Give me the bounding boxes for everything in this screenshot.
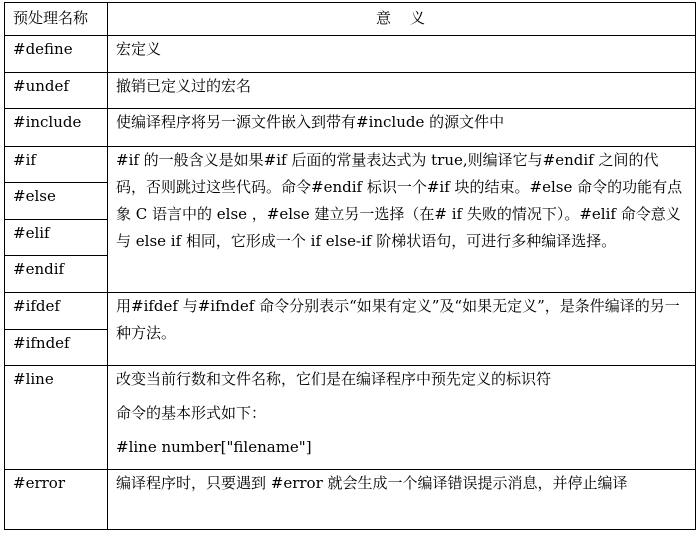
directive-name: #else xyxy=(5,183,108,220)
header-meaning: 意 义 xyxy=(108,3,696,36)
preprocessor-table xyxy=(4,2,696,530)
directive-description xyxy=(108,147,696,293)
directive-name: #include xyxy=(5,109,108,147)
table-row xyxy=(5,147,696,183)
description-text: 命令的基本形式如下： xyxy=(116,404,267,422)
description-text: #line number["filename"] xyxy=(116,438,312,456)
table-row xyxy=(5,36,696,73)
directive-name: #ifndef xyxy=(5,330,108,366)
directive-description xyxy=(108,470,696,530)
description-text: 编译程序时，只要遇到 #error 就会生成一个编译错误提示消息，并停止编译 xyxy=(116,474,628,492)
description-text: 改变当前行数和文件名称，它们是在编译程序中预先定义的标识符 xyxy=(116,370,552,388)
directive-description xyxy=(108,73,696,109)
description-text: 使编译程序将另一源文件嵌入到带有#include 的源文件中 xyxy=(116,113,505,131)
table-row xyxy=(5,109,696,147)
description-text: 撤销已定义过的宏名 xyxy=(116,77,252,95)
directive-name: #line xyxy=(5,366,108,470)
table-row xyxy=(5,293,696,330)
directive-description xyxy=(108,293,696,366)
directive-name: #elif xyxy=(5,220,108,256)
table-row xyxy=(5,73,696,109)
directive-name: #ifdef xyxy=(5,293,108,330)
directive-name: #error xyxy=(5,470,108,530)
directive-name: #define xyxy=(5,36,108,73)
header-row xyxy=(5,3,696,36)
directive-name: #endif xyxy=(5,256,108,293)
directive-name: #undef xyxy=(5,73,108,109)
description-text: 用#ifdef 与#ifndef 命令分别表示“如果有定义”及“如果无定义”，是条件编译的另一种方法。 xyxy=(116,297,680,342)
description-text: #if 的一般含义是如果#if 后面的常量表达式为 true,则编译它与#endif 之间的代码，否则跳过这些代码。命令#endif 标识一个#if 块的结束。#else 命令的功能有点象 C 语言中的 else ，#else 建立另一选择（在# if 失败的情况下）。#elif 命令意义与 else if 相同，它形成一个 if else-if 阶梯状语句，可进行多种编译选择。 xyxy=(116,151,683,250)
header-name: 预处理名称 xyxy=(5,3,108,36)
directive-description xyxy=(108,366,696,470)
description-text: 宏定义 xyxy=(116,40,162,58)
directive-name: #if xyxy=(5,147,108,183)
directive-description xyxy=(108,36,696,73)
table-row xyxy=(5,470,696,530)
table-row xyxy=(5,366,696,470)
directive-description xyxy=(108,109,696,147)
